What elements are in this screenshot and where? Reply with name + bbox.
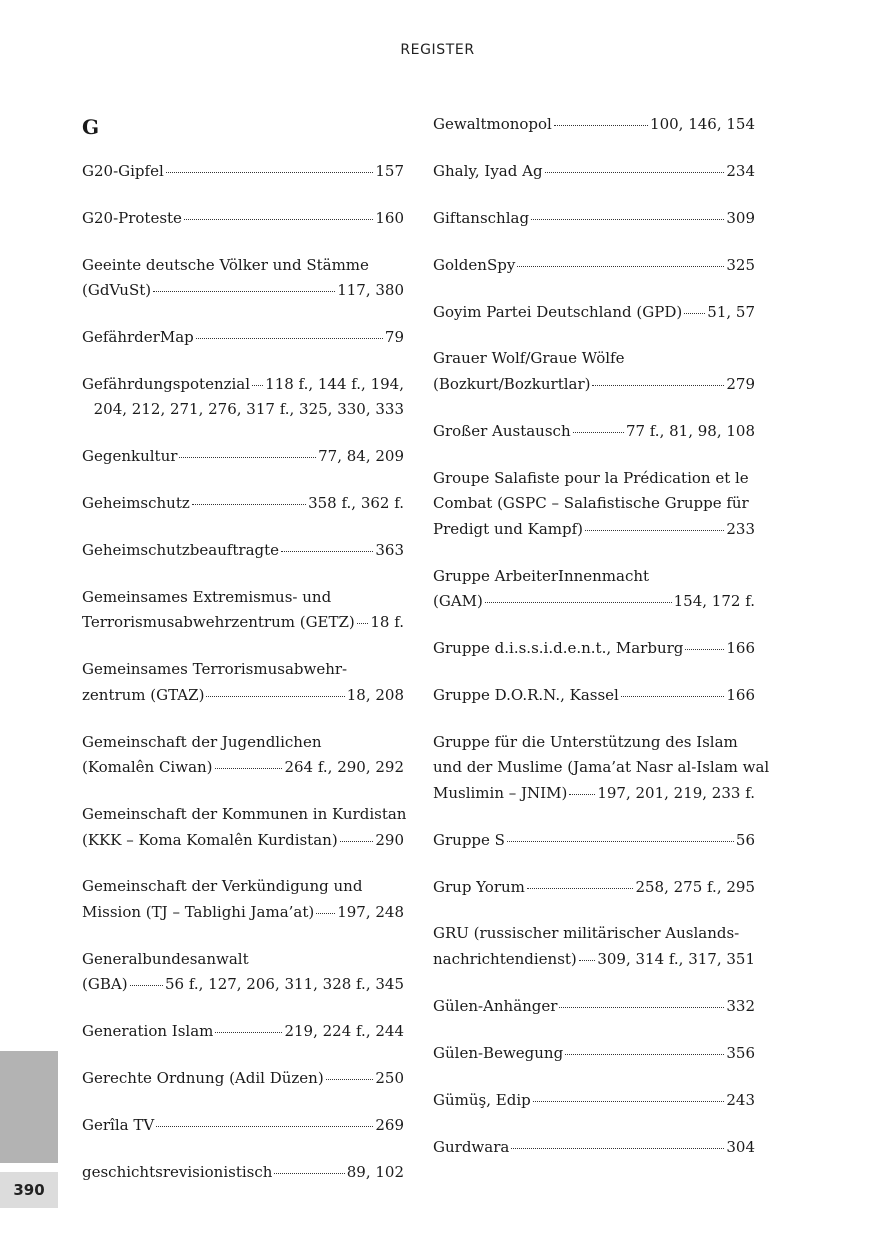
- entry-term-line: Gemeinschaft der Kommunen in Kurdistan: [82, 805, 407, 824]
- entry-term-line: und der Muslime (Jama’at Nasr al-Islam wal: [433, 758, 770, 777]
- entry-line-with-pages: [433, 253, 755, 279]
- entry-line-with-pages: [433, 112, 755, 138]
- page-references: 117, 380: [337, 281, 404, 300]
- dot-leader: [206, 695, 344, 697]
- index-entry: [433, 1041, 755, 1067]
- dot-leader: [517, 265, 724, 267]
- index-entry: [433, 346, 755, 397]
- entry-line-with-pages: [82, 538, 404, 564]
- page-references: 18 f.: [370, 613, 404, 632]
- entry-term-line: Gemeinschaft der Jugendlichen: [82, 732, 322, 751]
- entry-line-with-pages: [433, 300, 755, 326]
- page-references: 325: [726, 255, 755, 274]
- entry-line-with-pages: [82, 491, 404, 517]
- page-references: 363: [375, 541, 404, 560]
- entry-line-with-pages: [433, 159, 755, 185]
- entry-list-right: [433, 112, 770, 1160]
- entry-term-line: Gruppe für die Unterstützung des Islam: [433, 732, 738, 751]
- index-entry: [433, 875, 755, 901]
- entry-line-with-pages: [433, 517, 755, 543]
- entry-line-with-pages: [82, 325, 404, 351]
- dot-leader: [274, 1172, 344, 1174]
- entry-line-with-pages: [82, 683, 404, 709]
- entry-line-with-pages: [433, 781, 755, 807]
- entry-term: Gülen-Anhänger: [433, 996, 558, 1015]
- page-references: 56 f., 127, 206, 311, 328 f., 345: [164, 975, 404, 994]
- entry-term-line: Gemeinschaft der Verkündigung und: [82, 877, 363, 896]
- dot-leader: [316, 912, 335, 914]
- page-references: 89, 102: [346, 1162, 404, 1181]
- page-references: 264 f., 290, 292: [284, 758, 404, 777]
- entry-term: Gümüş, Edip: [433, 1090, 531, 1109]
- entry-term-line: Generalbundesanwalt: [82, 949, 249, 968]
- dot-leader: [156, 1125, 373, 1127]
- index-entry: [433, 828, 755, 854]
- dot-leader: [573, 431, 624, 433]
- entry-line-with-pages: [82, 610, 404, 636]
- index-entry: [82, 206, 404, 232]
- page-references: 51, 57: [707, 302, 755, 321]
- dot-leader: [685, 648, 724, 650]
- entry-line-with-pages: [433, 419, 755, 445]
- index-entry: [433, 636, 755, 662]
- entry-term-line: Gemeinsames Extremismus- und: [82, 587, 332, 606]
- index-entry: [433, 253, 755, 279]
- entry-term: Geheimschutzbeauftragte: [82, 541, 280, 560]
- page-references: 250: [375, 1069, 404, 1088]
- dot-leader: [533, 1100, 725, 1102]
- index-entry: [82, 253, 404, 304]
- entry-line-with-pages: [82, 755, 404, 781]
- dot-leader: [153, 290, 335, 292]
- page-references: 309: [726, 208, 755, 227]
- entry-term: Predigt und Kampf): [433, 519, 584, 538]
- entry-term: Gruppe d.i.s.s.i.d.e.n.t., Marburg: [433, 639, 684, 658]
- index-column-right: [433, 112, 770, 1181]
- entry-term: Großer Austausch: [433, 421, 571, 440]
- entry-line-with-pages: [82, 972, 404, 998]
- entry-term: Gülen-Bewegung: [433, 1043, 564, 1062]
- page-references: 77, 84, 209: [318, 447, 404, 466]
- entry-line-with-pages: [433, 206, 755, 232]
- entry-term-line: Combat (GSPC – Salafistische Gruppe für: [433, 494, 749, 513]
- entry-term: Giftanschlag: [433, 208, 530, 227]
- dot-leader: [281, 550, 373, 552]
- entry-line-with-pages: [433, 994, 755, 1020]
- page-references: 243: [726, 1090, 755, 1109]
- page-references: 309, 314 f., 317, 351: [597, 949, 755, 968]
- dot-leader: [179, 456, 316, 458]
- page-references: 118 f., 144 f., 194,: [265, 374, 404, 393]
- index-entry: [82, 1066, 404, 1092]
- index-entry: [82, 874, 404, 925]
- entry-term: Gegenkultur: [82, 447, 178, 466]
- dot-leader: [565, 1053, 724, 1055]
- page-references: 79: [384, 327, 404, 346]
- index-entry: [82, 1019, 404, 1045]
- entry-line-with-pages: [433, 589, 755, 615]
- entry-term: Muslimin – JNIM): [433, 783, 568, 802]
- page-references: 233: [726, 519, 755, 538]
- entry-term: (Komalên Ciwan): [82, 758, 213, 777]
- index-entry: [82, 585, 404, 636]
- entry-term: GoldenSpy: [433, 255, 516, 274]
- entry-line-with-pages: [82, 1160, 404, 1186]
- entry-term-line: Grauer Wolf/Graue Wölfe: [433, 349, 625, 368]
- page-references: 166: [726, 639, 755, 658]
- index-entry: [433, 1088, 755, 1114]
- page-number: 390: [0, 1172, 58, 1208]
- entry-term: Grup Yorum: [433, 877, 525, 896]
- entry-term-line: GRU (russischer militärischer Auslands-: [433, 924, 740, 943]
- entry-term: (GBA): [82, 975, 128, 994]
- index-entry: [433, 466, 755, 543]
- entry-term: Gruppe D.O.R.N., Kassel: [433, 685, 619, 704]
- index-entry: [82, 372, 404, 423]
- page-references: 157: [375, 161, 404, 180]
- page-references: 77 f., 81, 98, 108: [625, 421, 755, 440]
- dot-leader: [511, 1147, 724, 1149]
- page-references: 258, 275 f., 295: [635, 877, 755, 896]
- dot-leader: [579, 959, 596, 961]
- page-references: 18, 208: [346, 685, 404, 704]
- entry-term: G20-Proteste: [82, 208, 182, 227]
- page-references: 234: [726, 161, 755, 180]
- index-entry: [433, 921, 755, 972]
- entry-term: zentrum (GTAZ): [82, 685, 205, 704]
- page-references: 304: [726, 1137, 755, 1156]
- entry-line-with-pages: [433, 828, 755, 854]
- entry-term: Goyim Partei Deutschland (GPD): [433, 302, 683, 321]
- dot-leader: [545, 171, 725, 173]
- page-references: 197, 248: [337, 902, 404, 921]
- index-entry: [433, 159, 755, 185]
- entry-term: (KKK – Koma Komalên Kurdistan): [82, 830, 338, 849]
- page-references: 154, 172 f.: [673, 592, 755, 611]
- entry-term: G20-Gipfel: [82, 161, 164, 180]
- entry-term: Ghaly, Iyad Ag: [433, 161, 543, 180]
- entry-line-with-pages: [433, 372, 755, 398]
- dot-leader: [507, 840, 734, 842]
- entry-line-with-pages: [82, 1113, 404, 1139]
- entry-line-with-pages: [433, 875, 755, 901]
- entry-term: Gerîla TV: [82, 1116, 155, 1135]
- entry-line-with-pages: [433, 1088, 755, 1114]
- index-entry: [82, 444, 404, 470]
- dot-leader: [569, 793, 595, 795]
- index-entry: [82, 1113, 404, 1139]
- dot-leader: [215, 767, 283, 769]
- dot-leader: [585, 529, 724, 531]
- index-entry: [433, 206, 755, 232]
- index-entry: [433, 730, 770, 807]
- page-references: 279: [726, 374, 755, 393]
- page-references: 356: [726, 1043, 755, 1062]
- entry-line-with-pages: [433, 1041, 755, 1067]
- dot-leader: [621, 695, 725, 697]
- entry-line-with-pages: [82, 1066, 404, 1092]
- index-entry: [433, 112, 755, 138]
- page-references: 219, 224 f., 244: [284, 1022, 404, 1041]
- index-entry: [433, 419, 755, 445]
- section-letter: G: [82, 115, 100, 139]
- page-references: 197, 201, 219, 233 f.: [597, 783, 755, 802]
- entry-term: Mission (TJ – Tablighi Jama’at): [82, 902, 315, 921]
- page-references: 56: [735, 830, 755, 849]
- running-header: REGISTER: [400, 42, 475, 58]
- index-entry: [82, 1160, 404, 1186]
- entry-term-line: Geeinte deutsche Völker und Stämme: [82, 255, 369, 274]
- page-references: 166: [726, 685, 755, 704]
- dot-leader: [554, 124, 648, 126]
- dot-leader: [252, 384, 263, 386]
- entry-line-with-pages: [82, 372, 404, 398]
- index-entry: [82, 538, 404, 564]
- entry-term: Gerechte Ordnung (Adil Düzen): [82, 1069, 324, 1088]
- dot-leader: [166, 171, 374, 173]
- entry-list-left: [82, 159, 407, 1186]
- entry-term: (GAM): [433, 592, 483, 611]
- dot-leader: [340, 840, 374, 842]
- index-entry: [82, 159, 404, 185]
- page-tab-marker: [0, 1051, 58, 1163]
- dot-leader: [130, 984, 163, 986]
- index-entry: [82, 947, 404, 998]
- entry-term-line: Gemeinsames Terrorismusabwehr-: [82, 660, 348, 679]
- entry-term: GefährderMap: [82, 327, 194, 346]
- page-references: 100, 146, 154: [650, 115, 755, 133]
- entry-term-line: Gruppe ArbeiterInnenmacht: [433, 566, 650, 585]
- entry-line-with-pages: [433, 636, 755, 662]
- dot-leader: [592, 384, 724, 386]
- entry-line-with-pages: [82, 278, 404, 304]
- dot-leader: [357, 622, 369, 624]
- entry-line-with-pages: [82, 159, 404, 185]
- entry-term: Gefährdungspotenzial: [82, 374, 251, 393]
- entry-term: geschichtsrevisionistisch: [82, 1162, 273, 1181]
- entry-line-with-pages: [82, 206, 404, 232]
- dot-leader: [485, 601, 672, 603]
- entry-line-with-pages: [82, 1019, 404, 1045]
- entry-term: Gruppe S: [433, 830, 505, 849]
- dot-leader: [559, 1006, 724, 1008]
- entry-term: (GdVuSt): [82, 281, 152, 300]
- dot-leader: [531, 218, 724, 220]
- index-entry: [433, 683, 755, 709]
- dot-leader: [184, 218, 373, 220]
- page-references: 290: [375, 830, 404, 849]
- index-entry: [433, 994, 755, 1020]
- index-entry: [433, 300, 755, 326]
- entry-line-with-pages: [82, 444, 404, 470]
- dot-leader: [192, 503, 306, 505]
- entry-term: Geheimschutz: [82, 494, 190, 513]
- index-entry: [82, 657, 404, 708]
- index-entry: [82, 325, 404, 351]
- entry-line-with-pages: [433, 947, 755, 973]
- index-entry: [433, 1135, 755, 1161]
- entry-term: Gurdwara: [433, 1137, 510, 1156]
- index-entry: [82, 802, 407, 853]
- entry-term-line: Groupe Salafiste pour la Prédication et le: [433, 468, 749, 487]
- index-entry: [82, 730, 404, 781]
- page-references: 332: [726, 996, 755, 1015]
- page-references: 160: [375, 208, 404, 227]
- dot-leader: [196, 337, 383, 339]
- index-entry: [433, 564, 755, 615]
- page-references: 269: [375, 1116, 404, 1135]
- dot-leader: [527, 887, 634, 889]
- index-entry: [82, 491, 404, 517]
- entry-line-with-pages: [82, 900, 404, 926]
- entry-term: Gewaltmonopol: [433, 115, 552, 133]
- entry-term: nachrichtendienst): [433, 949, 577, 968]
- entry-line-with-pages: [82, 828, 404, 854]
- entry-term: Generation Islam: [82, 1022, 214, 1041]
- index-column-left: [82, 112, 407, 1207]
- page-references: 358 f., 362 f.: [308, 494, 404, 513]
- page-references-continued: 204, 212, 271, 276, 317 f., 325, 330, 333: [93, 400, 404, 419]
- entry-term: Terrorismusabwehrzentrum (GETZ): [82, 613, 355, 632]
- entry-line-with-pages: [433, 1135, 755, 1161]
- dot-leader: [684, 312, 705, 314]
- entry-line-with-pages: [433, 683, 755, 709]
- dot-leader: [326, 1078, 374, 1080]
- dot-leader: [215, 1031, 282, 1033]
- entry-term: (Bozkurt/Bozkurtlar): [433, 374, 591, 393]
